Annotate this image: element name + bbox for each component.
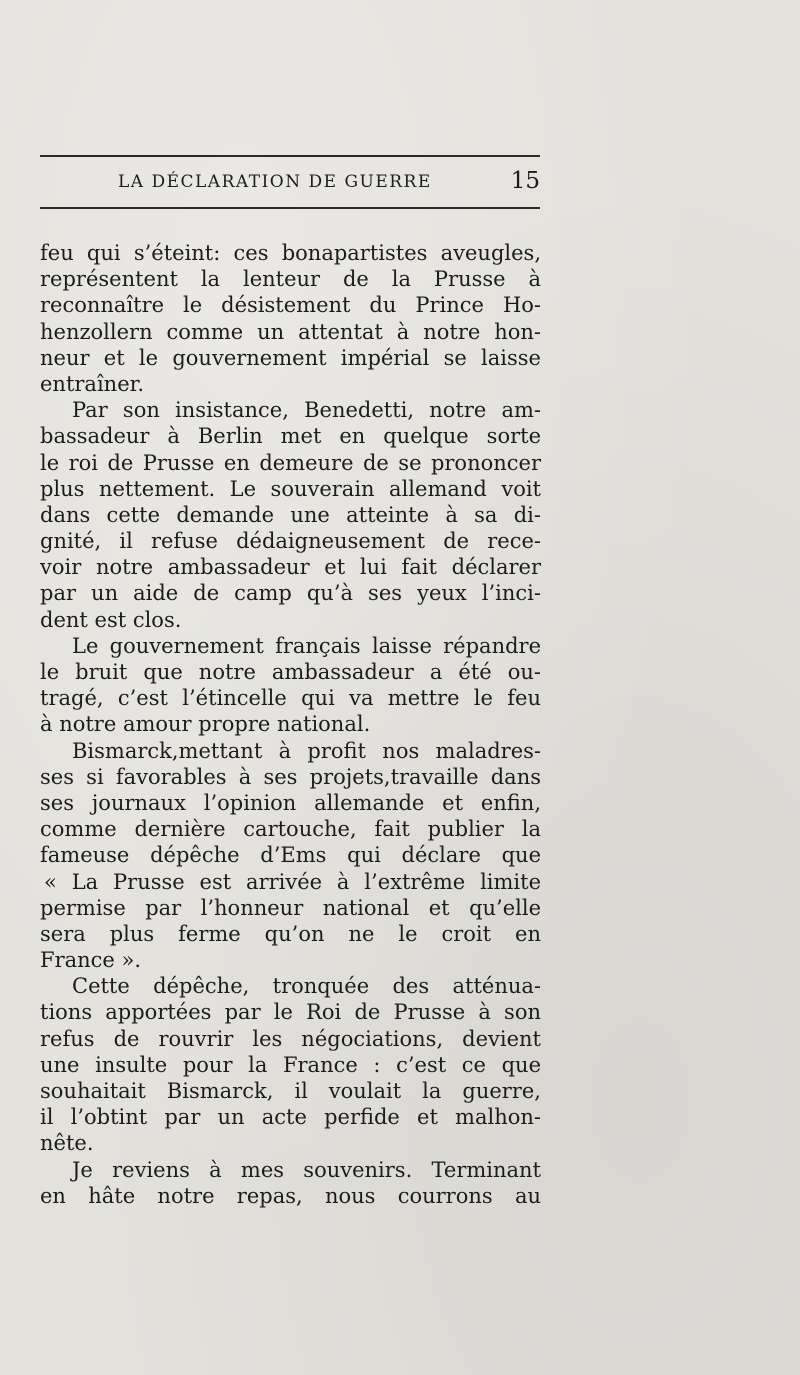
- text-line: fameuse dépêche d’Ems qui déclare que: [40, 843, 541, 868]
- text-line: France ».: [40, 948, 142, 973]
- running-title: LA DÉCLARATION DE GUERRE: [118, 172, 432, 192]
- text-line: il l’obtint par un acte perfide et malhon-: [40, 1105, 541, 1130]
- text-line: permise par l’honneur national et qu’elle: [40, 895, 541, 920]
- text-line: Je reviens à mes souvenirs. Terminant: [72, 1157, 541, 1182]
- text-line: feu qui s’éteint: ces bonapartistes aveugles,: [40, 241, 541, 265]
- header-rule-bottom: [40, 207, 540, 209]
- text-line: tions apportées par le Roi de Prusse à son: [40, 1000, 541, 1025]
- body-text: [40, 240, 541, 1209]
- text-line: représentent la lenteur de la Prusse à: [40, 267, 541, 292]
- text-line: en hâte notre repas, nous courrons au: [40, 1183, 541, 1208]
- text-line: tragé, c’est l’étincelle qui va mettre le feu: [40, 686, 541, 711]
- text-line: Le gouvernement français laisse répandre: [72, 633, 541, 658]
- text-line: à notre amour propre national.: [40, 712, 371, 737]
- text-line: une insulte pour la France : c’est ce que: [40, 1052, 541, 1077]
- text-line: dent est clos.: [40, 607, 182, 632]
- text-line: gnité, il refuse dédaigneusement de rece-: [40, 529, 541, 554]
- text-line: dans cette demande une atteinte à sa di-: [40, 502, 541, 527]
- text-line: ses si favorables à ses projets,travaille dans: [40, 764, 541, 789]
- text-line: ses journaux l’opinion allemande et enfin,: [40, 790, 541, 815]
- text-line: plus nettement. Le souverain allemand voit: [40, 476, 541, 501]
- text-line: Bismarck,mettant à profit nos maladres-: [72, 738, 541, 763]
- text-line: reconnaître le désistement du Prince Ho-: [40, 293, 541, 318]
- text-line: henzollern comme un attentat à notre hon-: [40, 319, 541, 344]
- text-line: Cette dépêche, tronquée des atténua-: [72, 974, 541, 999]
- text-line: comme dernière cartouche, fait publier la: [40, 817, 541, 842]
- page-header: [40, 170, 540, 200]
- text-line: entraîner.: [40, 371, 145, 396]
- text-line: sera plus ferme qu’on ne le croit en: [40, 921, 541, 946]
- text-line: bassadeur à Berlin met en quelque sorte: [40, 424, 541, 449]
- text-line: le roi de Prusse en demeure de se prononcer: [40, 450, 541, 475]
- text-line: refus de rouvrir les négociations, devient: [40, 1026, 541, 1051]
- text-line: souhaitait Bismarck, il voulait la guerre,: [40, 1079, 541, 1103]
- text-line: « La Prusse est arrivée à l’extrême limite: [44, 869, 541, 894]
- text-line: neur et le gouvernement impérial se laisse: [40, 345, 541, 370]
- page-number: 15: [510, 168, 540, 194]
- text-line: nête.: [40, 1131, 94, 1156]
- text-line: le bruit que notre ambassadeur a été ou-: [40, 660, 541, 684]
- text-line: Par son insistance, Benedetti, notre am-: [72, 398, 541, 423]
- text-line: voir notre ambassadeur et lui fait déclarer: [40, 555, 541, 580]
- header-rule-top: [40, 155, 540, 157]
- text-line: par un aide de camp qu’à ses yeux l’inci-: [40, 581, 541, 606]
